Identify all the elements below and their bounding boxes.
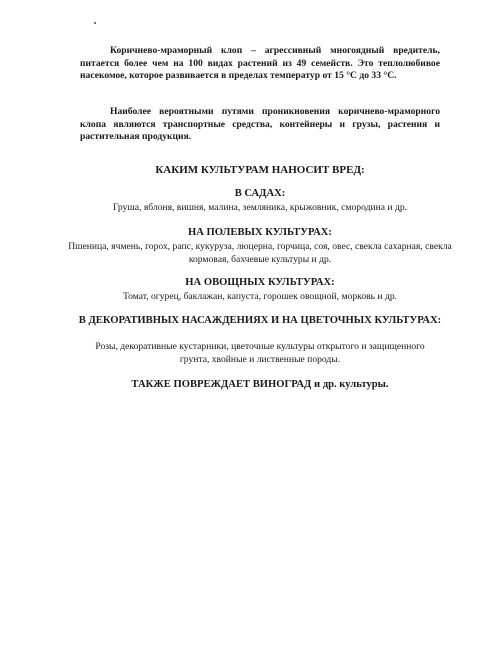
section-text-fields: Пшеница, ячмень, горох, рапс, кукуруза, люцерна, горчица, соя, овес, свекла сахарная, свекла кормовая, бахчевые культуры и др. bbox=[68, 241, 452, 265]
final-note: ТАКЖЕ ПОВРЕЖДАЕТ ВИНОГРАД и др. культуры. bbox=[131, 379, 389, 390]
section-heading-gardens: В САДАХ: bbox=[234, 188, 286, 199]
section-text-gardens: Груша, яблоня, вишня, малина, земляника, крыжовник, смородина и др. bbox=[112, 202, 408, 213]
section-heading-vegetables: НА ОВОЩНЫХ КУЛЬТУРАХ: bbox=[185, 277, 335, 288]
section-text-vegetables: Томат, огурец, баклажан, капуста, горошек овощной, морковь и др. bbox=[122, 291, 398, 302]
spread-paragraph: Наиболее вероятными путями проникновения коричнево-мраморного клопа являются транспортные средства, контейнеры и грузы, растения и растительная продукция. bbox=[80, 106, 440, 143]
main-heading: КАКИМ КУЛЬТУРАМ НАНОСИТ ВРЕД: bbox=[155, 164, 365, 176]
section-heading-decorative: В ДЕКОРАТИВНЫХ НАСАЖДЕНИЯХ И НА ЦВЕТОЧНЫХ КУЛЬТУРАХ: bbox=[78, 315, 442, 326]
section-heading-fields: НА ПОЛЕВЫХ КУЛЬТУРАХ: bbox=[188, 227, 332, 238]
section-text-decorative: Розы, декоративные кустарники, цветочные культуры открытого и защищенного грунта, хвойные и лиственные породы. bbox=[95, 341, 425, 365]
intro-paragraph: Коричнево-мраморный клоп – агрессивный многоядный вредитель, питается более чем на 100 видах растений из 49 семейств. Это теплолюбивое насекомое, которое развивается в пределах температур от 15 °С до 33 °С. bbox=[80, 45, 440, 82]
scan-speck bbox=[94, 22, 96, 24]
